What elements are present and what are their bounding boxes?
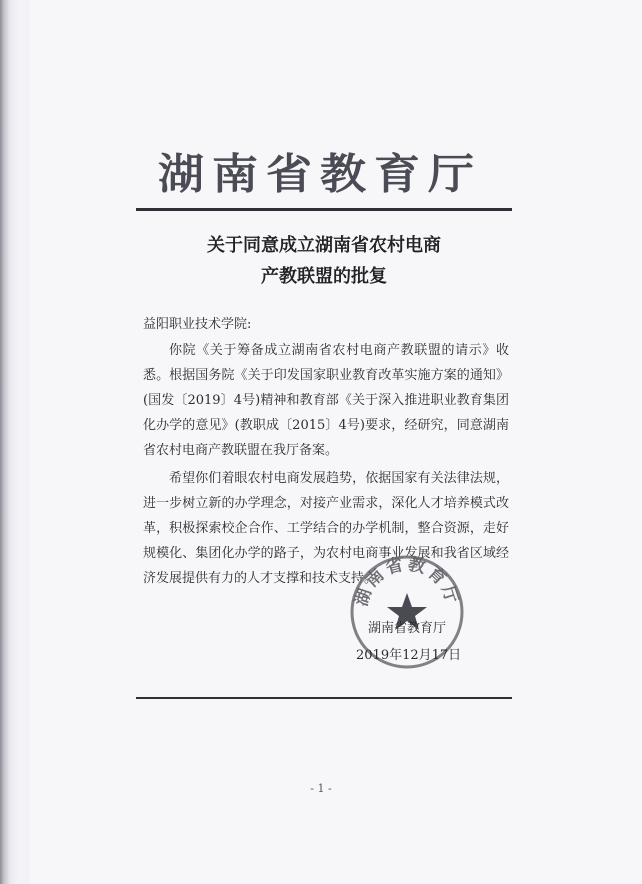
letterhead-divider [136,208,512,211]
footer-divider [136,697,512,699]
body-paragraph-1: 你院《关于筹备成立湖南省农村电商产教联盟的请示》收悉。根据国务院《关于印发国家职业教育改革实施方案的通知》(国发〔2019〕4号)精神和教育部《关于深入推进职业教育集团化办学的意见》(教职成〔2015〕4号)要求，经研究，同意湖南省农村电商产教联盟在我厅备案。 [143,343,509,458]
issue-date: 2019年12月17日 [356,648,462,663]
letterhead-agency-name: 湖南省教育厅 [158,148,482,199]
body-paragraph-2: 希望你们着眼农村电商发展趋势，依据国家有关法律法规，进一步树立新的办学理念，对接产业需求，深化人才培养模式改革，积极探索校企合作、工学结合的办学机制，整合资源，走好规模化、集团化办学的路子，为农村电商事业发展和我省区域经济发展提供有力的人才支撑和技术支持。 [143,471,509,586]
salutation: 益阳职业技术学院: [143,317,252,332]
document-title-line-2: 产教联盟的批复 [261,266,387,287]
seal-text: 湖南省教育厅 [351,554,463,609]
page-number: - 1 - [310,782,332,795]
issuer-signature: 湖南省教育厅 [368,621,447,636]
document-title-line-1: 关于同意成立湖南省农村电商 [207,235,441,256]
